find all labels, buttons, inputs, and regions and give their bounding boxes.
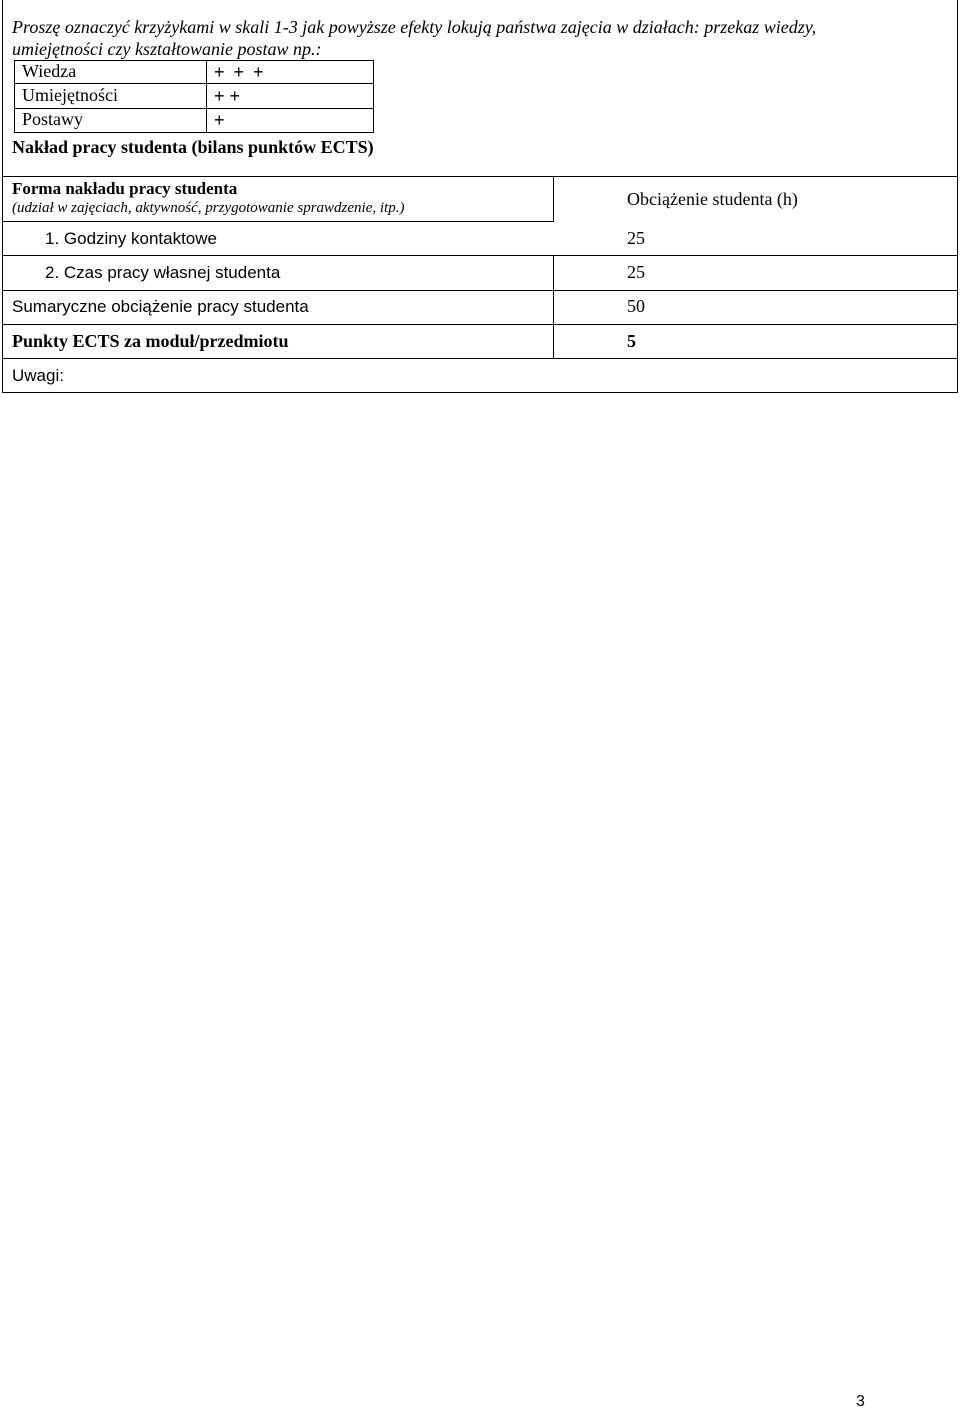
effect-marks-skills: + +: [214, 86, 241, 106]
workload-col1-title: Forma nakładu pracy studenta: [12, 179, 238, 198]
workload-row-label: 1. Godziny kontaktowe: [45, 229, 217, 248]
intro-line-1: Proszę oznaczyć krzyżykami w skali 1-3 jak powyższe efekty lokują państwa zajęcia w działach: przekaz wiedzy,: [12, 17, 817, 37]
effect-marks-attitudes: +: [214, 110, 225, 130]
workload-row-label: 2. Czas pracy własnej studenta: [45, 263, 281, 282]
effects-table-bottom: [14, 132, 374, 133]
workload-heading: Nakład pracy studenta (bilans punktów ECTS): [12, 137, 374, 157]
effects-table-right: [373, 60, 374, 133]
outer-right-border: [957, 0, 958, 393]
workload-row-value: 25: [627, 262, 645, 282]
effects-table-left: [14, 60, 15, 133]
workload-col-divider: [553, 176, 554, 222]
page-number: 3: [856, 1393, 865, 1410]
effects-table-row-divider: [14, 83, 374, 84]
effect-label-knowledge: Wiedza: [22, 61, 77, 81]
outer-left-border: [2, 0, 3, 393]
effects-table-mid: [206, 60, 207, 133]
intro-line-2: umiejętności czy kształtowanie postaw np.:: [12, 39, 322, 59]
workload-row-divider: [2, 255, 958, 256]
workload-table-top: [2, 176, 958, 177]
workload-row-divider: [2, 324, 958, 325]
effect-marks-knowledge: + + +: [214, 62, 264, 82]
workload-row-value: 25: [627, 228, 645, 248]
workload-col1-subtitle: (udział w zajęciach, aktywność, przygotowanie sprawdzenie, itp.): [12, 200, 405, 216]
workload-col2-title: Obciążenie studenta (h): [627, 189, 798, 209]
effect-label-skills: Umiejętności: [22, 85, 118, 105]
notes-label: Uwagi:: [12, 366, 64, 385]
effect-label-attitudes: Postawy: [22, 109, 84, 129]
workload-row-value: 5: [627, 331, 636, 351]
workload-header-divider: [2, 221, 554, 222]
workload-row-value: 50: [627, 296, 645, 316]
workload-row-label: Punkty ECTS za moduł/przedmiotu: [12, 331, 289, 351]
workload-col-divider: [553, 255, 554, 359]
workload-row-label: Sumaryczne obciążenie pracy studenta: [12, 297, 309, 316]
outer-bottom-border: [2, 392, 958, 393]
workload-row-divider: [2, 290, 958, 291]
workload-row-divider: [2, 358, 958, 359]
